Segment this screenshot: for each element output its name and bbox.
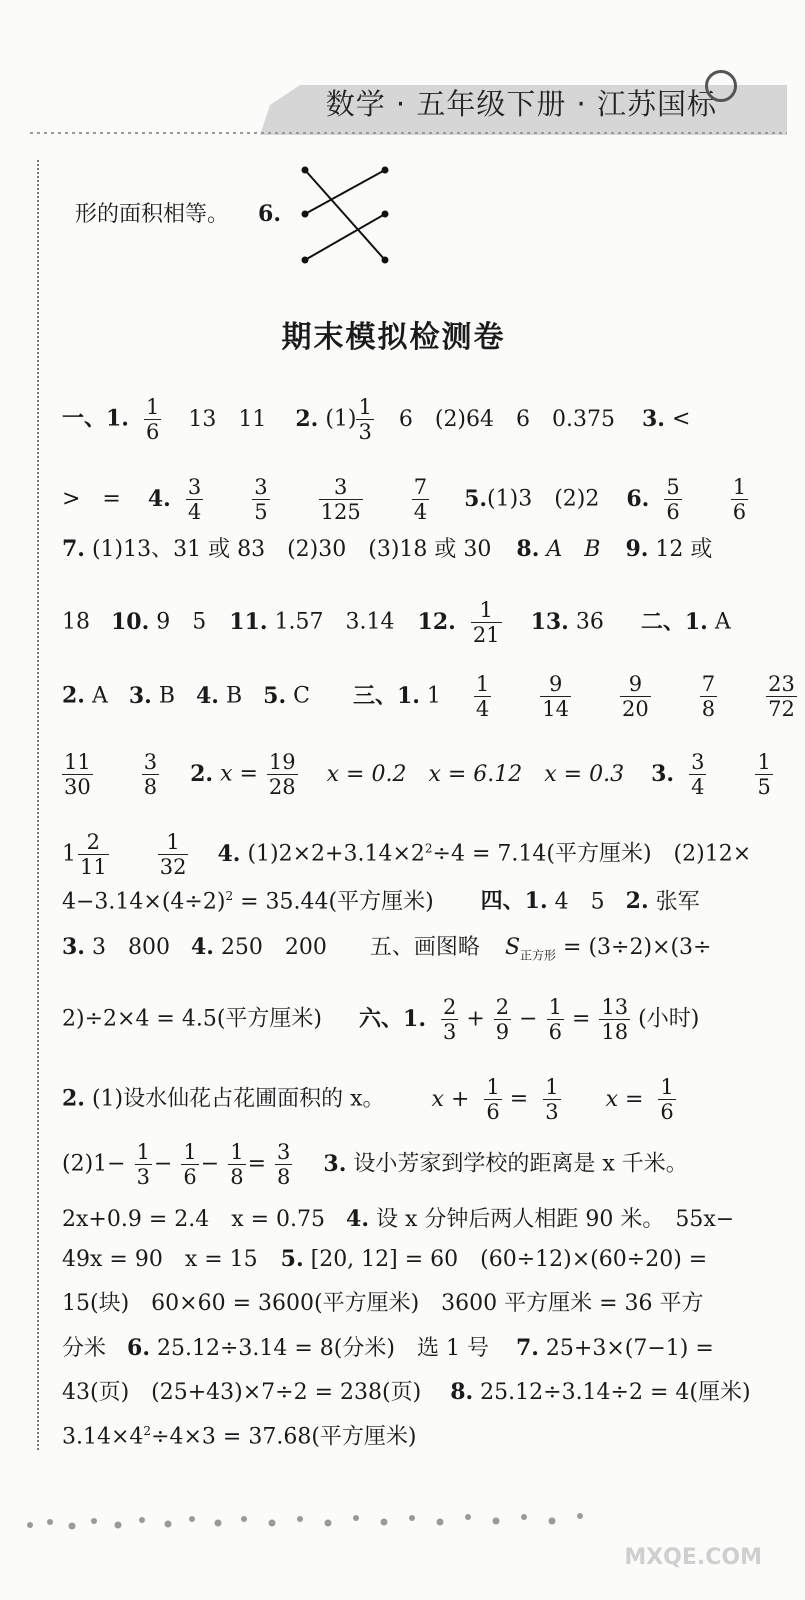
answer-text: 3. — [323, 1150, 347, 1177]
fraction — [543, 1075, 560, 1124]
answer-text: 1 — [145, 395, 160, 419]
answer-text: 4. — [346, 1206, 370, 1232]
answer-text: 五、画图略 — [369, 935, 480, 960]
answer-text: x = — [220, 761, 258, 787]
fraction — [252, 475, 269, 524]
answer-text: 1 — [426, 683, 441, 709]
answer-text: 设小芳家到学校的距离是 x 千米。 — [353, 1151, 688, 1177]
answer-text: 2. — [62, 682, 85, 709]
answer-text: 5 — [254, 500, 268, 525]
matching-lines-diagram — [295, 160, 395, 270]
fraction — [599, 995, 630, 1044]
answer-text: ÷4×3 = 37.68(平方厘米) — [151, 1424, 417, 1450]
answer-text: (小时) — [638, 1006, 700, 1032]
answer-text: = 35.44(平方厘米) — [233, 889, 434, 915]
answer-text: − — [200, 1151, 220, 1177]
fraction — [142, 750, 159, 799]
answer-line-15 — [62, 1293, 757, 1315]
answer-text: 1 — [732, 475, 747, 499]
answer-text: 14 — [542, 697, 570, 722]
fraction — [620, 672, 651, 721]
fraction — [62, 750, 93, 799]
fraction — [228, 1140, 245, 1189]
answer-text: 张军 — [655, 889, 700, 915]
corner-logo-icon — [705, 70, 737, 102]
fraction — [755, 750, 772, 799]
answer-text: 3. — [128, 682, 152, 709]
answer-line-9 — [62, 936, 757, 961]
answer-text: 11. — [229, 608, 268, 635]
fraction — [664, 475, 681, 524]
answer-text: 30 — [64, 775, 91, 800]
answer-text: 13 11 — [188, 406, 267, 432]
answer-text: A — [91, 683, 108, 709]
answer-text: 1 — [183, 1140, 197, 1164]
answer-text: 5. — [280, 1246, 304, 1272]
answer-text: 12. — [417, 608, 456, 635]
answer-line-11 — [62, 1075, 757, 1124]
answer-text: 5 — [757, 775, 771, 800]
bottom-dots-decoration — [20, 1500, 620, 1540]
answer-text: 9 — [620, 672, 651, 697]
answer-text: 7 — [701, 672, 716, 696]
answer-text: 4. — [217, 840, 241, 867]
answer-line-6 — [62, 750, 771, 800]
answer-text: 2x+0.9 = 2.4 x = 0.75 — [62, 1207, 326, 1232]
section-title: 期末模拟检测卷 — [281, 320, 506, 355]
answer-text: 13 — [601, 995, 629, 1019]
answer-text: (1)13、31 或 83 (2)30 (3)18 或 30 — [91, 537, 492, 562]
answer-line-13 — [62, 1208, 757, 1231]
fraction — [158, 830, 189, 879]
answer-text: 25+3×(7−1) = — [545, 1336, 714, 1361]
fraction — [181, 1140, 198, 1189]
answer-text: 2 — [442, 995, 457, 1019]
answer-text: 8 — [230, 1165, 244, 1190]
answer-text: 6 — [666, 500, 680, 525]
answer-text: 9 5 — [156, 609, 207, 635]
answer-text: 1 — [475, 672, 490, 696]
answer-text: 4 5 — [554, 889, 605, 915]
answer-text: 25.12÷3.14÷2 = 4(厘米) — [480, 1380, 751, 1405]
answer-text: 20 — [622, 697, 649, 722]
answer-text: 7 — [413, 475, 428, 499]
fraction — [267, 750, 298, 799]
answer-line-3 — [62, 538, 757, 561]
answer-text: 4 — [413, 500, 428, 525]
answer-text: 一、1. — [62, 405, 129, 432]
fraction — [78, 830, 109, 879]
answer-text: = — [571, 1006, 591, 1032]
fraction — [471, 598, 502, 647]
answer-text: 5. — [464, 485, 488, 512]
answer-text: 9 — [495, 1020, 510, 1045]
answer-text: 3 — [691, 750, 705, 774]
answer-text: 4 — [691, 775, 705, 800]
answer-text: 8 — [277, 1165, 291, 1190]
answer-text: 3. — [62, 934, 85, 960]
answer-text: 3 — [143, 750, 158, 774]
answer-text: 1 — [471, 598, 502, 623]
answer-text: 1 — [548, 995, 562, 1019]
answer-text: 二、1. — [640, 608, 708, 635]
answer-text: 4 — [475, 697, 490, 722]
fraction — [474, 672, 491, 721]
answer-text: < — [671, 406, 691, 432]
answer-line-7 — [62, 830, 757, 879]
answer-text: 1 — [660, 1075, 674, 1099]
answer-line-4 — [62, 598, 757, 647]
answer-text: 15(块) 60×60 = 3600(平方厘米) 3600 平方厘米 = 36 平方 — [62, 1291, 704, 1316]
answer-text: 1 — [757, 750, 771, 774]
answer-text: 49x = 90 x = 15 — [62, 1247, 258, 1272]
answer-text: (1)设水仙花占花圃面积的 x。 — [91, 1086, 385, 1112]
answer-text: 1 — [136, 1140, 150, 1164]
answer-text: 250 200 — [220, 935, 327, 960]
answer-text: x + — [431, 1086, 470, 1112]
answer-text: 7. — [62, 536, 85, 562]
fraction — [494, 995, 511, 1044]
answer-text: − — [153, 1151, 173, 1177]
answer-line-1 — [62, 395, 757, 444]
answer-text: 19 — [268, 750, 296, 774]
answer-text: 1 — [158, 830, 189, 855]
answer-text: 5. — [263, 682, 287, 709]
answer-text: 125 — [320, 500, 361, 525]
fraction — [356, 395, 373, 444]
answer-text: 28 — [268, 775, 296, 800]
answer-text: 9. — [625, 536, 649, 562]
answer-text: 1 — [358, 395, 372, 419]
answer-text: 4. — [196, 682, 219, 709]
answer-line-8 — [62, 890, 757, 913]
fraction — [766, 672, 797, 721]
fraction — [275, 1140, 292, 1189]
watermark: MXQE.COM — [624, 1545, 762, 1570]
answer-text: B — [225, 683, 243, 709]
fraction — [319, 475, 363, 524]
answer-text: 25.12÷3.14 = 8(分米) 选 1 号 — [156, 1336, 489, 1361]
answer-text: 1 — [545, 1075, 559, 1099]
answer-text: = (3÷2)×(3÷ — [556, 935, 712, 960]
answer-text: 36 — [575, 609, 604, 635]
answer-text: 8 — [143, 775, 158, 800]
fraction — [689, 750, 706, 799]
fraction — [186, 475, 203, 524]
answer-text: 设 x 分钟后两人相距 90 米。 55x− — [376, 1207, 735, 1232]
answer-text: 4. — [147, 485, 171, 512]
answer-text: > = — [62, 486, 121, 512]
answer-text: 4 — [187, 500, 202, 525]
answer-text: 2. — [295, 405, 319, 432]
answer-text: 5 — [666, 475, 680, 499]
answer-text: 6 — [548, 1020, 562, 1045]
answer-text: x = — [605, 1086, 644, 1112]
answer-text: 2 — [495, 995, 510, 1019]
fraction — [412, 475, 429, 524]
answer-text: 三、1. — [352, 682, 420, 709]
fraction — [144, 395, 161, 444]
answer-text: 8. — [450, 1379, 474, 1405]
answer-text: 6 (2)64 6 0.375 — [398, 406, 615, 432]
answer-text: 正方形 — [520, 948, 557, 963]
answer-text: 10. — [111, 608, 150, 635]
answer-text: 3 — [545, 1100, 559, 1125]
answer-text: A — [714, 609, 731, 635]
answer-line-16 — [62, 1337, 757, 1360]
answer-text: 9 — [540, 672, 571, 697]
answer-text: 3 — [358, 420, 372, 445]
answer-text: 2 — [424, 841, 433, 856]
answer-text: ÷4 = 7.14(平方厘米) (2)12× — [432, 841, 752, 867]
answer-text: 四、1. — [480, 888, 548, 915]
fraction — [700, 672, 717, 721]
answer-text: 6 — [183, 1165, 197, 1190]
answer-text: 7. — [515, 1335, 539, 1361]
answer-text: 3 — [187, 475, 202, 499]
answer-text: 11 — [80, 855, 107, 880]
answer-text: 23 — [768, 672, 795, 696]
answer-text: 3 — [442, 1020, 457, 1045]
answer-text: = — [247, 1151, 267, 1177]
answer-text: 1.57 3.14 — [274, 609, 395, 635]
answer-text: 4. — [190, 934, 214, 960]
answer-text: 3 — [277, 1140, 291, 1164]
answer-line-14 — [62, 1248, 757, 1271]
answer-line-12 — [62, 1140, 757, 1189]
answer-text: 2. — [190, 760, 214, 787]
answer-line-5 — [62, 672, 795, 722]
answer-text: (2)1− — [62, 1151, 126, 1177]
answer-text: C — [293, 683, 310, 709]
answer-line-17 — [62, 1381, 757, 1404]
answer-text: [20, 12] = 60 (60÷12)×(60÷20) = — [310, 1247, 708, 1272]
answer-text: (1)2×2+3.14×2 — [247, 841, 425, 867]
answer-line-2 — [62, 475, 757, 524]
answer-text: B — [158, 683, 175, 709]
answer-text: 六、1. — [359, 1005, 426, 1032]
header-title: 数学 · 五年级下册 · 江苏国标 — [325, 87, 717, 121]
answer-text: 18 — [601, 1020, 629, 1045]
fraction — [658, 1075, 675, 1124]
answer-text: 11 — [64, 750, 91, 774]
answer-text: x = 0.2 x = 6.12 x = 0.3 — [326, 761, 625, 787]
answer-text: 21 — [472, 623, 500, 648]
answer-text: A B — [546, 537, 601, 562]
answer-text: 1 — [230, 1140, 244, 1164]
fraction — [731, 475, 748, 524]
answer-text: 6 — [732, 500, 747, 525]
answer-text: = — [509, 1086, 529, 1112]
answer-text: 2 — [143, 1424, 152, 1438]
top-line — [75, 203, 757, 226]
answer-line-10 — [62, 995, 757, 1044]
answer-text: 32 — [159, 855, 187, 880]
answer-text: 18 — [62, 609, 90, 635]
answer-text: 13. — [530, 608, 569, 635]
item-6-number: 6. — [258, 201, 281, 227]
answer-text: 3 800 — [91, 935, 170, 960]
answer-text: 3 — [136, 1165, 150, 1190]
answer-text: (1) — [325, 406, 357, 432]
answer-text: 1 — [486, 1075, 500, 1099]
answer-text: 分米 — [62, 1336, 107, 1361]
answer-text: 6. — [626, 485, 650, 512]
answer-line-18 — [62, 1425, 757, 1448]
answer-text: 2. — [625, 888, 649, 915]
fraction — [547, 995, 564, 1044]
answer-text: 6 — [145, 420, 160, 445]
answer-text: 3. — [651, 760, 675, 787]
answer-text: 3 — [319, 475, 363, 500]
answer-text: + — [466, 1006, 485, 1032]
answer-text: − — [519, 1006, 538, 1032]
answer-text: 12 或 — [655, 537, 713, 562]
answer-text: 72 — [768, 697, 795, 722]
answer-text: S — [504, 935, 521, 960]
answer-text: 2)÷2×4 = 4.5(平方厘米) — [62, 1006, 323, 1032]
answer-text: 3.14×4 — [62, 1424, 144, 1450]
fraction — [441, 995, 458, 1044]
answer-text: 6 — [660, 1100, 674, 1125]
answer-text: 8 — [701, 697, 716, 722]
answer-text: 4−3.14×(4÷2) — [62, 889, 226, 915]
answer-text: 6 — [486, 1100, 500, 1125]
answer-text: 2 — [78, 830, 109, 855]
answer-text: (1)3 (2)2 — [487, 486, 600, 512]
answer-text: 3 — [254, 475, 268, 499]
answer-text: 6. — [127, 1335, 150, 1361]
answer-text: 1 — [62, 841, 76, 867]
answer-text: 2 — [225, 889, 234, 903]
answer-text: 2. — [62, 1085, 85, 1112]
answer-text: 43(页) (25+43)×7÷2 = 238(页) — [62, 1380, 422, 1405]
fraction — [540, 672, 571, 721]
fraction — [135, 1140, 152, 1189]
answer-text: 3. — [642, 405, 665, 432]
fraction — [484, 1075, 501, 1124]
top-line-text: 形的面积相等。 — [75, 202, 230, 227]
answer-text: 8. — [516, 536, 540, 562]
